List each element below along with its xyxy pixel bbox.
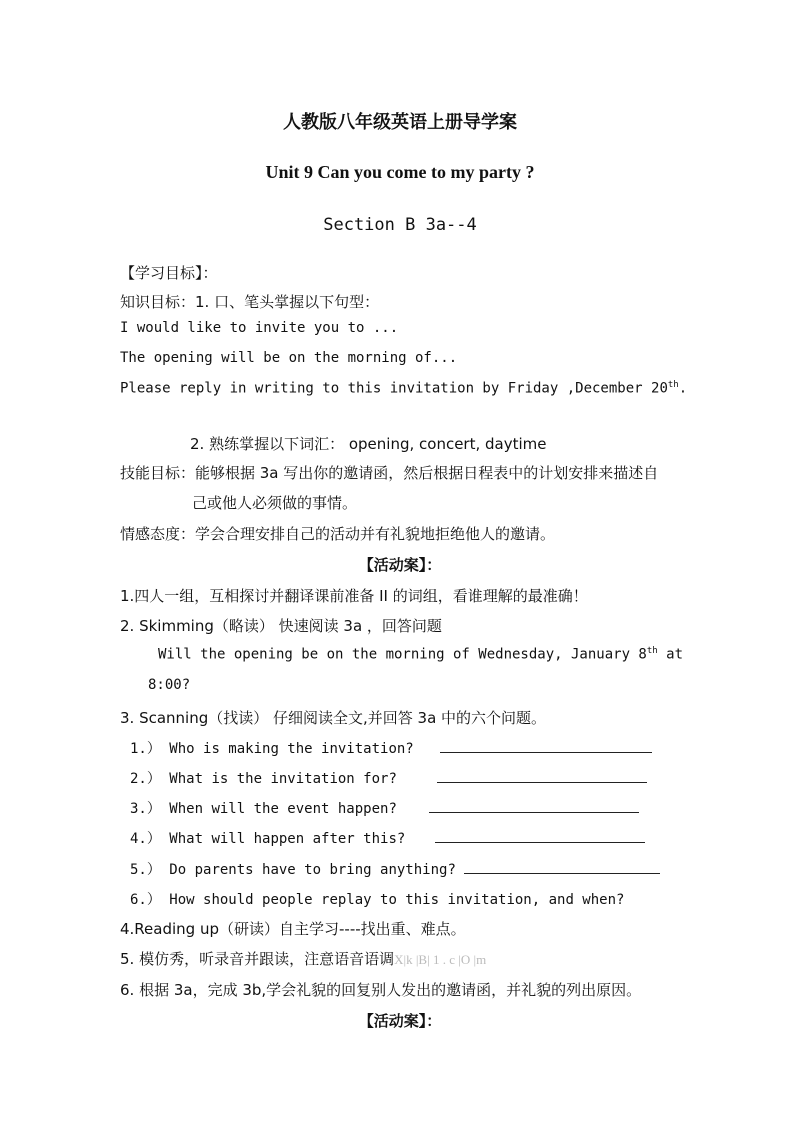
question-row	[130, 828, 645, 848]
skimming-question-end: at	[657, 646, 684, 663]
question-row	[130, 738, 652, 758]
document-title: 人教版八年级英语上册导学案	[283, 112, 517, 133]
question-text: Who is making the invitation?	[169, 741, 414, 757]
skill-objective-line-2: 己或他人必须做的事情。	[192, 494, 358, 512]
activity-item-2: 2. Skimming（略读） 快速阅读 3a ，回答问题	[120, 617, 442, 635]
skimming-question-line-2: 8:00?	[148, 677, 191, 693]
watermark-text: X|k |B| 1 . c |O |m	[394, 952, 487, 967]
skimming-question-line-1	[158, 646, 683, 663]
question-number: 2.）	[130, 771, 161, 787]
section-title: Section B 3a--4	[323, 215, 477, 235]
question-text: What is the invitation for?	[169, 771, 397, 787]
question-number: 4.）	[130, 831, 161, 847]
question-row	[130, 859, 660, 879]
activity-heading: 【活动案】：	[358, 556, 442, 574]
answer-blank[interactable]	[435, 830, 645, 843]
answer-blank[interactable]	[464, 861, 660, 874]
vocabulary-objective: 2. 熟练掌握以下词汇： opening, concert, daytime	[190, 435, 547, 453]
question-text: How should people replay to this invitation, and when?	[169, 892, 625, 908]
question-text: Do parents have to bring anything?	[169, 862, 456, 878]
question-number: 1.）	[130, 741, 161, 757]
unit-title: Unit 9 Can you come to my party ?	[265, 162, 535, 182]
question-row	[130, 768, 647, 788]
target-sentence-3	[120, 380, 687, 397]
answer-blank[interactable]	[429, 800, 639, 813]
activity-item-5-text: 5. 模仿秀，听录音并跟读，注意语音语调	[120, 950, 395, 968]
objectives-heading: 【学习目标】：	[120, 264, 218, 282]
answer-blank[interactable]	[440, 740, 652, 753]
activity-item-5	[120, 948, 486, 969]
knowledge-objective: 知识目标：1. 口、笔头掌握以下句型：	[120, 293, 380, 311]
activity-item-6: 6. 根据 3a，完成 3b,学会礼貌的回复别人发出的邀请函，并礼貌的列出原因。	[120, 981, 642, 999]
question-number: 5.）	[130, 862, 161, 878]
sentence-3-end: .	[678, 380, 688, 397]
question-row	[130, 889, 624, 909]
sentence-3-text: Please reply in writing to this invitation by Friday ,December 20	[120, 380, 668, 397]
skill-objective-line-1: 技能目标：能够根据 3a 写出你的邀请函，然后根据日程表中的计划安排来描述自	[120, 464, 659, 482]
skimming-question-superscript: th	[646, 646, 658, 656]
skimming-question-text: Will the opening be on the morning of Wednesday, January 8	[158, 646, 647, 663]
question-row	[130, 798, 639, 818]
question-number: 6.）	[130, 892, 161, 908]
target-sentence-1: I would like to invite you to ...	[120, 320, 399, 336]
question-text: When will the event happen?	[169, 801, 397, 817]
activity-heading-footer: 【活动案】：	[358, 1012, 442, 1030]
activity-item-3: 3. Scanning（找读） 仔细阅读全文,并回答 3a 中的六个问题。	[120, 709, 547, 727]
answer-blank[interactable]	[437, 770, 647, 783]
sentence-3-superscript: th	[667, 380, 679, 390]
activity-item-1: 1.四人一组，互相探讨并翻译课前准备 II 的词组，看谁理解的最准确！	[120, 587, 588, 605]
target-sentence-2: The opening will be on the morning of...	[120, 350, 458, 366]
activity-item-4: 4.Reading up（研读）自主学习----找出重、难点。	[120, 920, 466, 938]
emotion-objective: 情感态度：学会合理安排自己的活动并有礼貌地拒绝他人的邀请。	[120, 525, 556, 543]
question-text: What will happen after this?	[169, 831, 406, 847]
question-number: 3.）	[130, 801, 161, 817]
